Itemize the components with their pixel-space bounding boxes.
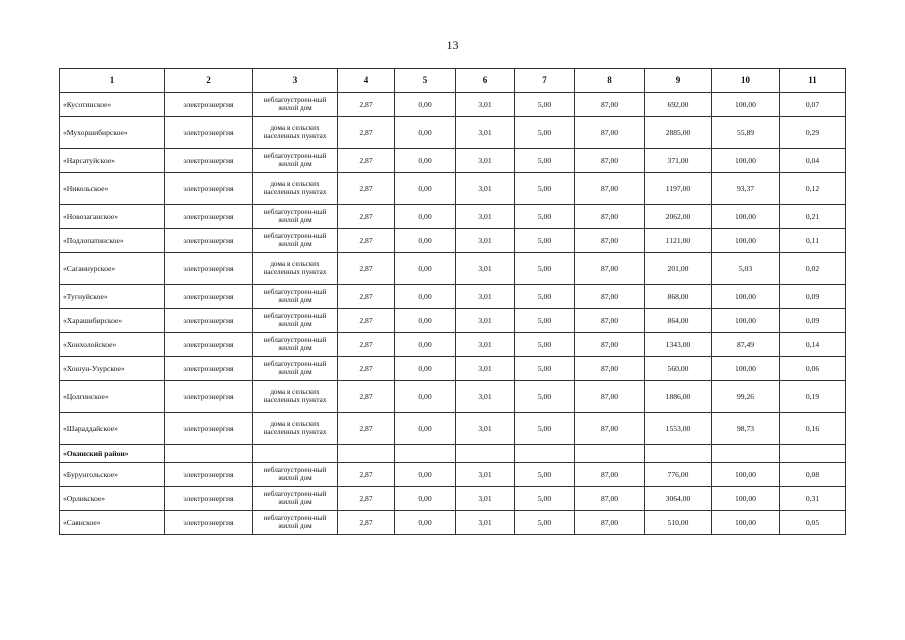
table-cell-col-5: 0,00 — [395, 511, 456, 535]
table-cell-col-11: 0,31 — [780, 487, 846, 511]
table-cell-col-9: 510,00 — [645, 511, 712, 535]
table-cell-col-6: 3,01 — [456, 511, 515, 535]
table-cell-col-3: дома в сельских населенных пунктах — [253, 381, 338, 413]
table-cell-col-11: 0,19 — [780, 381, 846, 413]
table-row — [60, 149, 846, 173]
table-cell-col-10: 55,89 — [712, 117, 780, 149]
table-cell-col-6: 3,01 — [456, 173, 515, 205]
table-cell-col-8: 87,00 — [575, 117, 645, 149]
table-cell-col-9: 371,00 — [645, 149, 712, 173]
table-cell-col-8: 87,00 — [575, 511, 645, 535]
table-cell-col-7: 5,00 — [515, 487, 575, 511]
empty-cell — [712, 445, 780, 463]
table-cell-col-6: 3,01 — [456, 309, 515, 333]
table-row — [60, 357, 846, 381]
column-header-6: 6 — [456, 69, 515, 93]
data-table — [59, 68, 846, 535]
table-cell-col-6: 3,01 — [456, 357, 515, 381]
table-cell-col-6: 3,01 — [456, 93, 515, 117]
table-cell-col-1: «Бурунгольское» — [60, 463, 165, 487]
table-cell-col-10: 100,00 — [712, 463, 780, 487]
table-cell-col-6: 3,01 — [456, 413, 515, 445]
table-cell-col-11: 0,16 — [780, 413, 846, 445]
table-cell-col-2: электроэнергия — [165, 413, 253, 445]
table-cell-col-1: «Мухоршибирское» — [60, 117, 165, 149]
table-cell-col-1: «Новозаганское» — [60, 205, 165, 229]
table-cell-col-4: 2,87 — [338, 333, 395, 357]
table-cell-col-11: 0,08 — [780, 463, 846, 487]
table-cell-col-1: «Саянское» — [60, 511, 165, 535]
table-cell-col-1: «Кусотинское» — [60, 93, 165, 117]
table-cell-col-11: 0,06 — [780, 357, 846, 381]
table-cell-col-11: 0,12 — [780, 173, 846, 205]
table-cell-col-10: 100,00 — [712, 487, 780, 511]
table-cell-col-6: 3,01 — [456, 117, 515, 149]
table-cell-col-4: 2,87 — [338, 173, 395, 205]
page-number: 13 — [446, 38, 459, 52]
table-cell-col-9: 1197,00 — [645, 173, 712, 205]
table-cell-col-1: «Хошун-Узурское» — [60, 357, 165, 381]
table-cell-col-3: дома в сельских населенных пунктах — [253, 173, 338, 205]
table-cell-col-7: 5,00 — [515, 413, 575, 445]
table-cell-col-8: 87,00 — [575, 381, 645, 413]
table-cell-col-4: 2,87 — [338, 285, 395, 309]
table-cell-col-4: 2,87 — [338, 413, 395, 445]
table-cell-col-10: 98,73 — [712, 413, 780, 445]
table-cell-col-8: 87,00 — [575, 309, 645, 333]
table-body — [60, 93, 846, 535]
empty-cell — [456, 445, 515, 463]
table-cell-col-6: 3,01 — [456, 229, 515, 253]
table-cell-col-8: 87,00 — [575, 463, 645, 487]
empty-cell — [780, 445, 846, 463]
column-header-11: 11 — [780, 69, 846, 93]
table-cell-col-4: 2,87 — [338, 381, 395, 413]
table-cell-col-3: неблагоустроен-ный жилой дом — [253, 285, 338, 309]
table-cell-col-2: электроэнергия — [165, 357, 253, 381]
table-cell-col-10: 100,00 — [712, 149, 780, 173]
table-cell-col-8: 87,00 — [575, 173, 645, 205]
table-cell-col-3: неблагоустроен-ный жилой дом — [253, 205, 338, 229]
table-cell-col-2: электроэнергия — [165, 511, 253, 535]
table-cell-col-7: 5,00 — [515, 357, 575, 381]
table-cell-col-5: 0,00 — [395, 357, 456, 381]
table-cell-col-6: 3,01 — [456, 463, 515, 487]
table-cell-col-10: 99,26 — [712, 381, 780, 413]
table-cell-col-11: 0,09 — [780, 309, 846, 333]
column-header-10: 10 — [712, 69, 780, 93]
table-cell-col-10: 5,03 — [712, 253, 780, 285]
table-cell-col-7: 5,00 — [515, 511, 575, 535]
table-cell-col-6: 3,01 — [456, 333, 515, 357]
empty-cell — [515, 445, 575, 463]
table-cell-col-5: 0,00 — [395, 333, 456, 357]
table-cell-col-3: неблагоустроен-ный жилой дом — [253, 463, 338, 487]
table-cell-col-2: электроэнергия — [165, 333, 253, 357]
table-cell-col-11: 0,29 — [780, 117, 846, 149]
table-cell-col-8: 87,00 — [575, 357, 645, 381]
table-cell-col-7: 5,00 — [515, 463, 575, 487]
table-cell-col-1: «Никольское» — [60, 173, 165, 205]
table-cell-col-4: 2,87 — [338, 463, 395, 487]
table-row — [60, 173, 846, 205]
table-cell-col-3: неблагоустроен-ный жилой дом — [253, 309, 338, 333]
table-cell-col-1: «Саганнурское» — [60, 253, 165, 285]
table-cell-col-11: 0,14 — [780, 333, 846, 357]
table-cell-col-2: электроэнергия — [165, 285, 253, 309]
table-cell-col-3: дома в сельских населенных пунктах — [253, 413, 338, 445]
table-cell-col-10: 100,00 — [712, 93, 780, 117]
table-cell-col-6: 3,01 — [456, 253, 515, 285]
table-cell-col-5: 0,00 — [395, 117, 456, 149]
table-cell-col-9: 692,00 — [645, 93, 712, 117]
table-cell-col-7: 5,00 — [515, 253, 575, 285]
column-header-1: 1 — [60, 69, 165, 93]
table-cell-col-5: 0,00 — [395, 253, 456, 285]
table-cell-col-10: 100,00 — [712, 511, 780, 535]
table-row — [60, 333, 846, 357]
table-cell-col-8: 87,00 — [575, 413, 645, 445]
table-row — [60, 381, 846, 413]
table-cell-col-2: электроэнергия — [165, 205, 253, 229]
table-cell-col-7: 5,00 — [515, 149, 575, 173]
table-cell-col-8: 87,00 — [575, 205, 645, 229]
header-row — [60, 69, 846, 93]
table-cell-col-9: 201,00 — [645, 253, 712, 285]
table-cell-col-1: «Хонхолойское» — [60, 333, 165, 357]
table-cell-col-4: 2,87 — [338, 511, 395, 535]
table-cell-col-2: электроэнергия — [165, 173, 253, 205]
table-cell-col-2: электроэнергия — [165, 309, 253, 333]
table-cell-col-3: неблагоустроен-ный жилой дом — [253, 511, 338, 535]
table-cell-col-4: 2,87 — [338, 357, 395, 381]
table-cell-col-8: 87,00 — [575, 149, 645, 173]
table-cell-col-7: 5,00 — [515, 117, 575, 149]
table-cell-col-9: 2885,00 — [645, 117, 712, 149]
table-cell-col-3: неблагоустроен-ный жилой дом — [253, 93, 338, 117]
section-title: «Окинский район» — [60, 445, 165, 463]
table-cell-col-5: 0,00 — [395, 229, 456, 253]
table-cell-col-7: 5,00 — [515, 173, 575, 205]
table-cell-col-1: «Нарсатуйское» — [60, 149, 165, 173]
table-cell-col-8: 87,00 — [575, 93, 645, 117]
column-header-8: 8 — [575, 69, 645, 93]
table-cell-col-11: 0,21 — [780, 205, 846, 229]
table-cell-col-1: «Подлопатинское» — [60, 229, 165, 253]
table-cell-col-7: 5,00 — [515, 285, 575, 309]
table-cell-col-7: 5,00 — [515, 333, 575, 357]
table-cell-col-8: 87,00 — [575, 253, 645, 285]
table-cell-col-11: 0,04 — [780, 149, 846, 173]
table-cell-col-7: 5,00 — [515, 381, 575, 413]
table-cell-col-8: 87,00 — [575, 229, 645, 253]
table-cell-col-10: 93,37 — [712, 173, 780, 205]
table-cell-col-5: 0,00 — [395, 93, 456, 117]
table-cell-col-2: электроэнергия — [165, 93, 253, 117]
table-cell-col-3: дома в сельских населенных пунктах — [253, 253, 338, 285]
table-cell-col-4: 2,87 — [338, 205, 395, 229]
table-cell-col-9: 1121,00 — [645, 229, 712, 253]
table-row — [60, 253, 846, 285]
table-cell-col-5: 0,00 — [395, 381, 456, 413]
table-cell-col-3: дома в сельских населенных пунктах — [253, 117, 338, 149]
table-cell-col-2: электроэнергия — [165, 381, 253, 413]
column-header-9: 9 — [645, 69, 712, 93]
table-cell-col-9: 776,00 — [645, 463, 712, 487]
table-cell-col-2: электроэнергия — [165, 253, 253, 285]
empty-cell — [645, 445, 712, 463]
table-cell-col-8: 87,00 — [575, 333, 645, 357]
table-cell-col-2: электроэнергия — [165, 463, 253, 487]
table-cell-col-10: 87,49 — [712, 333, 780, 357]
table-cell-col-6: 3,01 — [456, 285, 515, 309]
table-cell-col-4: 2,87 — [338, 487, 395, 511]
table-cell-col-6: 3,01 — [456, 487, 515, 511]
table-cell-col-5: 0,00 — [395, 413, 456, 445]
table-cell-col-9: 3064,00 — [645, 487, 712, 511]
table-cell-col-5: 0,00 — [395, 487, 456, 511]
table-cell-col-2: электроэнергия — [165, 487, 253, 511]
section-row — [60, 445, 846, 463]
table-cell-col-1: «Тугнуйское» — [60, 285, 165, 309]
table-cell-col-7: 5,00 — [515, 229, 575, 253]
table-cell-col-4: 2,87 — [338, 149, 395, 173]
table-cell-col-5: 0,00 — [395, 285, 456, 309]
table-cell-col-11: 0,05 — [780, 511, 846, 535]
table-cell-col-9: 864,00 — [645, 309, 712, 333]
table-cell-col-2: электроэнергия — [165, 117, 253, 149]
table-cell-col-9: 868,00 — [645, 285, 712, 309]
table-row — [60, 463, 846, 487]
table-row — [60, 487, 846, 511]
table-cell-col-6: 3,01 — [456, 149, 515, 173]
table-cell-col-11: 0,02 — [780, 253, 846, 285]
table-cell-col-4: 2,87 — [338, 309, 395, 333]
table-cell-col-10: 100,00 — [712, 285, 780, 309]
table-row — [60, 511, 846, 535]
table-row — [60, 205, 846, 229]
column-header-4: 4 — [338, 69, 395, 93]
empty-cell — [253, 445, 338, 463]
empty-cell — [338, 445, 395, 463]
table-cell-col-2: электроэнергия — [165, 149, 253, 173]
table-cell-col-9: 560,00 — [645, 357, 712, 381]
table-cell-col-9: 1343,00 — [645, 333, 712, 357]
empty-cell — [575, 445, 645, 463]
empty-cell — [395, 445, 456, 463]
table-row — [60, 93, 846, 117]
table-cell-col-11: 0,07 — [780, 93, 846, 117]
table-cell-col-4: 2,87 — [338, 229, 395, 253]
table-cell-col-5: 0,00 — [395, 463, 456, 487]
table-cell-col-1: «Орликское» — [60, 487, 165, 511]
table-cell-col-9: 1553,00 — [645, 413, 712, 445]
table-cell-col-4: 2,87 — [338, 117, 395, 149]
table-cell-col-11: 0,09 — [780, 285, 846, 309]
table-cell-col-3: неблагоустроен-ный жилой дом — [253, 149, 338, 173]
column-header-2: 2 — [165, 69, 253, 93]
table-cell-col-11: 0,11 — [780, 229, 846, 253]
table-cell-col-9: 1886,00 — [645, 381, 712, 413]
table-cell-col-5: 0,00 — [395, 173, 456, 205]
column-header-3: 3 — [253, 69, 338, 93]
table-cell-col-7: 5,00 — [515, 205, 575, 229]
table-row — [60, 117, 846, 149]
table-cell-col-1: «Шараддайское» — [60, 413, 165, 445]
table-row — [60, 229, 846, 253]
table-cell-col-8: 87,00 — [575, 285, 645, 309]
table-cell-col-9: 2062,00 — [645, 205, 712, 229]
table-cell-col-8: 87,00 — [575, 487, 645, 511]
column-header-7: 7 — [515, 69, 575, 93]
table-cell-col-4: 2,87 — [338, 93, 395, 117]
table-cell-col-1: «Харашибирское» — [60, 309, 165, 333]
table-cell-col-10: 100,00 — [712, 205, 780, 229]
table-cell-col-10: 100,00 — [712, 309, 780, 333]
table-cell-col-10: 100,00 — [712, 229, 780, 253]
table-row — [60, 309, 846, 333]
table-cell-col-4: 2,87 — [338, 253, 395, 285]
table-cell-col-7: 5,00 — [515, 309, 575, 333]
table-cell-col-6: 3,01 — [456, 205, 515, 229]
empty-cell — [165, 445, 253, 463]
table-row — [60, 413, 846, 445]
table-cell-col-2: электроэнергия — [165, 229, 253, 253]
table-cell-col-5: 0,00 — [395, 205, 456, 229]
table-cell-col-5: 0,00 — [395, 309, 456, 333]
table-cell-col-6: 3,01 — [456, 381, 515, 413]
table-cell-col-7: 5,00 — [515, 93, 575, 117]
table-cell-col-3: неблагоустроен-ный жилой дом — [253, 229, 338, 253]
table-cell-col-1: «Цолгинское» — [60, 381, 165, 413]
table-row — [60, 285, 846, 309]
table-cell-col-3: неблагоустроен-ный жилой дом — [253, 357, 338, 381]
table-cell-col-5: 0,00 — [395, 149, 456, 173]
table-cell-col-3: неблагоустроен-ный жилой дом — [253, 487, 338, 511]
column-header-5: 5 — [395, 69, 456, 93]
table-cell-col-3: неблагоустроен-ный жилой дом — [253, 333, 338, 357]
table-cell-col-10: 100,00 — [712, 357, 780, 381]
